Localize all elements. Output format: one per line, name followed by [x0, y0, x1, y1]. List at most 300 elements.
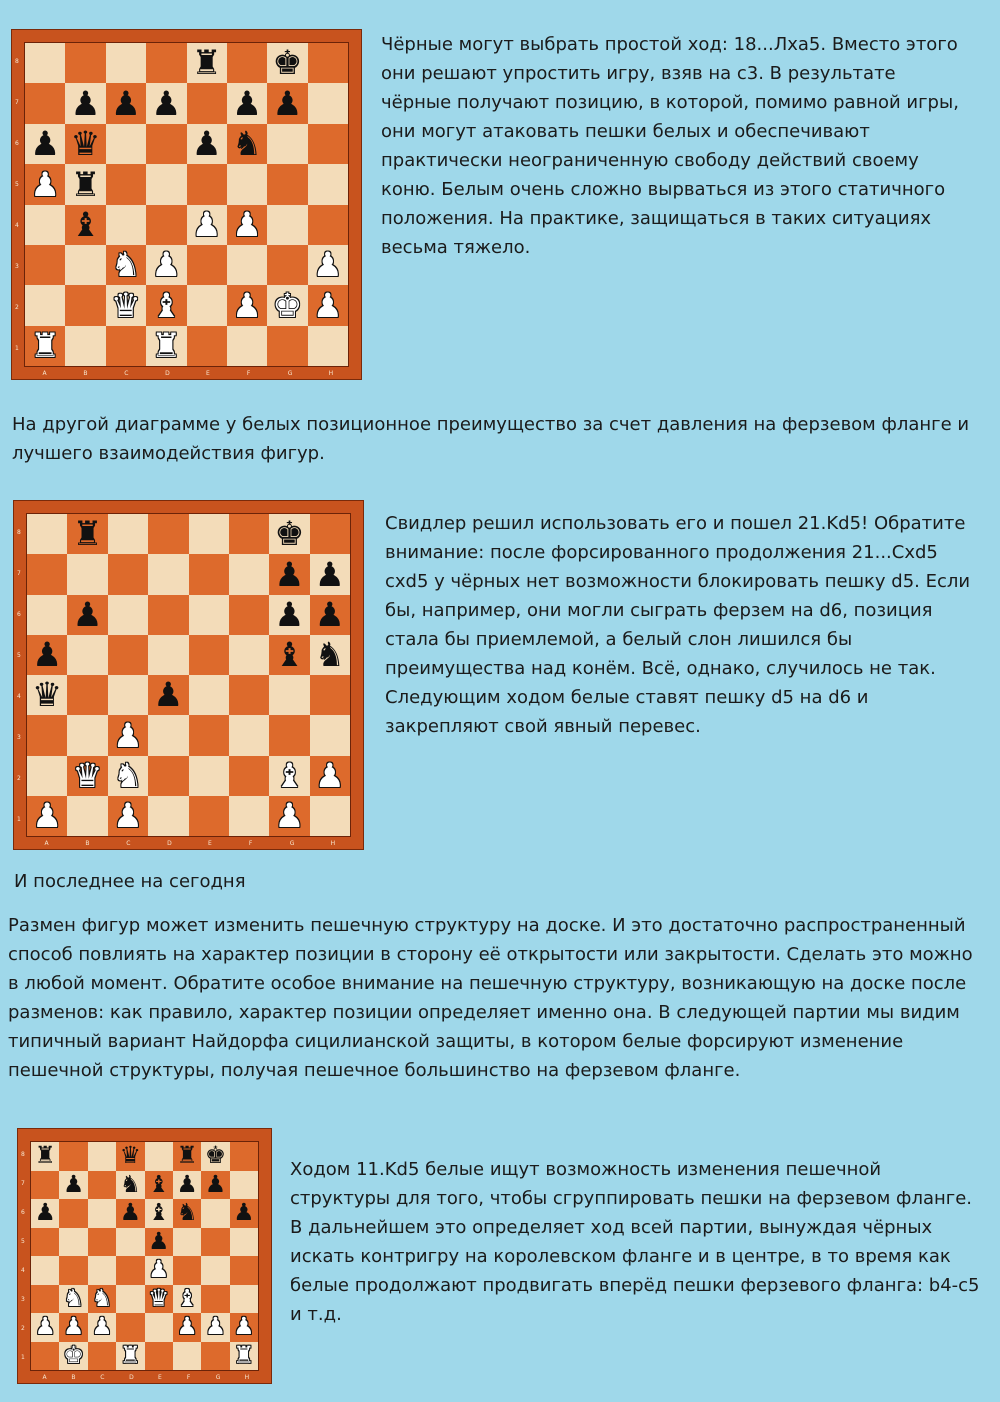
white-pawn-icon: ♟: [312, 245, 343, 285]
square-h2: [310, 756, 350, 796]
square-h1: [310, 796, 350, 836]
white-pawn-icon: ♟: [112, 796, 143, 836]
square-h6: [230, 1199, 258, 1228]
square-f2: [229, 756, 269, 796]
rank-label: 8: [15, 58, 19, 66]
square-e5: [145, 1228, 173, 1257]
square-d5: [148, 635, 188, 675]
black-queen-icon: ♛: [70, 124, 101, 164]
square-h4: [310, 675, 350, 715]
square-g5: [269, 635, 309, 675]
rank-label: 7: [17, 570, 21, 578]
white-pawn-icon: ♟: [112, 715, 143, 755]
square-f1: [173, 1342, 201, 1371]
black-bishop-icon: ♝: [148, 1199, 170, 1227]
square-e4: [145, 1256, 173, 1285]
black-bishop-icon: ♝: [274, 635, 305, 675]
square-a3: [25, 245, 65, 285]
black-rook-icon: ♜: [70, 164, 101, 204]
square-b5: [65, 164, 105, 204]
rank-label: 2: [17, 774, 21, 782]
square-b3: [65, 245, 105, 285]
black-rook-icon: ♜: [34, 1142, 56, 1170]
file-label: D: [167, 840, 172, 847]
square-a1: [27, 796, 67, 836]
square-g7: [269, 554, 309, 594]
square-a1: [25, 326, 65, 366]
black-pawn-icon: ♟: [314, 594, 345, 634]
square-c4: [106, 205, 146, 245]
square-h2: [230, 1313, 258, 1342]
rank-label: 6: [17, 611, 21, 619]
square-a1: [31, 1342, 59, 1371]
square-h5: [308, 164, 348, 204]
square-b6: [67, 595, 107, 635]
square-b1: [67, 796, 107, 836]
square-g3: [201, 1285, 229, 1314]
white-pawn-icon: ♟: [91, 1313, 113, 1341]
square-d2: [148, 756, 188, 796]
square-a4: [27, 675, 67, 715]
square-e3: [187, 245, 227, 285]
square-h8: [230, 1142, 258, 1171]
square-e8: [145, 1142, 173, 1171]
white-bishop-icon: ♝: [274, 755, 305, 795]
black-bishop-icon: ♝: [70, 204, 101, 244]
paragraph-pawn-structure: Размен фигур может изменить пешечную структуру на доске. И это достаточно распространенный способ повлиять на характер позиции в сторону её открытости или закрытости. Сделать это можно в любой момент. Обратите особое внимание на пешечную структуру, возникающую на доске после разменов: как правило, характер позиции определяет именно она. В следующей партии мы видим типичный вариант Найдорфа сицилианской защиты, в котором белые форсируют изменение пешечной структуры, получая пешечное большинство на ферзевом фланге.: [8, 915, 973, 1081]
diagram-1-commentary: Чёрные могут выбрать простой ход: 18...Лха5. Вместо этого они решают упростить игру, взяв на с3. В результате чёрные получают позицию, в которой, помимо равной игры, они могут атаковать пешки белых и обеспечивают практически неограниченную свободу действий своему коню. Белым очень сложно вырваться из этого статичного положения. На практике, защищаться в таких ситуациях весьма тяжело.: [381, 34, 959, 258]
square-f6: [227, 124, 267, 164]
rank-label: 8: [17, 529, 21, 537]
square-c1: [108, 796, 148, 836]
square-b6: [59, 1199, 87, 1228]
square-f5: [229, 635, 269, 675]
file-label: E: [207, 840, 212, 847]
square-f3: [229, 715, 269, 755]
black-pawn-icon: ♟: [233, 1199, 255, 1227]
square-c6: [88, 1199, 116, 1228]
square-d1: [148, 796, 188, 836]
white-king-icon: ♚: [62, 1341, 85, 1369]
square-d8: [148, 514, 188, 554]
file-label: B: [71, 1374, 76, 1381]
rank-label: 7: [15, 99, 19, 107]
square-e3: [189, 715, 229, 755]
white-bishop-icon: ♝: [151, 285, 182, 325]
rank-label: 2: [21, 1324, 25, 1332]
square-e7: [189, 554, 229, 594]
square-h1: [230, 1342, 258, 1371]
white-pawn-icon: ♟: [34, 1313, 56, 1341]
square-a2: [25, 285, 65, 325]
rank-label: 7: [21, 1180, 25, 1188]
square-f8: [227, 43, 267, 83]
chess-diagram-1: [11, 29, 362, 380]
square-a2: [27, 756, 67, 796]
square-b5: [67, 635, 107, 675]
square-g4: [201, 1256, 229, 1285]
file-label: H: [244, 1374, 250, 1381]
square-b1: [59, 1342, 87, 1371]
square-c2: [106, 285, 146, 325]
square-g7: [201, 1171, 229, 1200]
square-a5: [27, 635, 67, 675]
white-rook-icon: ♜: [119, 1341, 141, 1369]
black-pawn-icon: ♟: [70, 83, 101, 123]
square-c4: [108, 675, 148, 715]
square-e5: [187, 164, 227, 204]
square-g6: [201, 1199, 229, 1228]
black-pawn-icon: ♟: [72, 594, 103, 634]
square-c4: [88, 1256, 116, 1285]
square-h8: [310, 514, 350, 554]
rank-label: 1: [15, 344, 19, 352]
square-f7: [173, 1171, 201, 1200]
square-d8: [116, 1142, 144, 1171]
square-a7: [25, 83, 65, 123]
square-e4: [189, 675, 229, 715]
black-knight-icon: ♞: [232, 124, 263, 164]
rank-label: 3: [21, 1295, 25, 1303]
square-b8: [67, 514, 107, 554]
black-king-icon: ♚: [272, 43, 303, 83]
square-b3: [59, 1285, 87, 1314]
file-label: G: [287, 370, 293, 377]
square-e5: [189, 635, 229, 675]
square-d7: [148, 554, 188, 594]
square-e2: [187, 285, 227, 325]
white-knight-icon: ♞: [91, 1284, 113, 1312]
square-g1: [201, 1342, 229, 1371]
white-pawn-icon: ♟: [148, 1256, 170, 1284]
black-knight-icon: ♞: [119, 1170, 141, 1198]
square-h5: [230, 1228, 258, 1257]
square-c5: [88, 1228, 116, 1257]
square-f5: [227, 164, 267, 204]
square-h7: [310, 554, 350, 594]
file-label: C: [126, 840, 131, 847]
white-rook-icon: ♜: [30, 326, 61, 366]
rank-label: 2: [15, 303, 19, 311]
square-a6: [31, 1199, 59, 1228]
black-pawn-icon: ♟: [274, 554, 305, 594]
square-d3: [116, 1285, 144, 1314]
square-d5: [146, 164, 186, 204]
white-pawn-icon: ♟: [62, 1313, 85, 1341]
square-b1: [65, 326, 105, 366]
square-e6: [145, 1199, 173, 1228]
board-grid: [24, 42, 349, 367]
square-e2: [189, 756, 229, 796]
square-f8: [229, 514, 269, 554]
white-pawn-icon: ♟: [204, 1313, 227, 1341]
file-label: F: [186, 1374, 191, 1381]
black-pawn-icon: ♟: [34, 1199, 56, 1227]
file-label: H: [328, 370, 334, 377]
square-d3: [148, 715, 188, 755]
square-e4: [187, 205, 227, 245]
square-d7: [146, 83, 186, 123]
square-h6: [308, 124, 348, 164]
square-c8: [88, 1142, 116, 1171]
white-knight-icon: ♞: [110, 245, 141, 285]
square-g5: [267, 164, 307, 204]
square-d4: [146, 205, 186, 245]
square-f3: [227, 245, 267, 285]
white-bishop-icon: ♝: [176, 1284, 198, 1312]
black-pawn-icon: ♟: [151, 83, 182, 123]
square-e8: [189, 514, 229, 554]
white-knight-icon: ♞: [62, 1284, 85, 1312]
black-king-icon: ♚: [204, 1142, 227, 1170]
square-f8: [173, 1142, 201, 1171]
square-b7: [67, 554, 107, 594]
file-label: B: [83, 370, 88, 377]
square-d7: [116, 1171, 144, 1200]
square-a8: [25, 43, 65, 83]
square-d6: [116, 1199, 144, 1228]
square-g3: [269, 715, 309, 755]
black-queen-icon: ♛: [119, 1142, 141, 1170]
white-pawn-icon: ♟: [191, 204, 222, 244]
square-g2: [269, 756, 309, 796]
square-h1: [308, 326, 348, 366]
square-a4: [25, 205, 65, 245]
rank-label: 3: [15, 262, 19, 270]
black-pawn-icon: ♟: [272, 83, 303, 123]
white-pawn-icon: ♟: [32, 796, 63, 836]
rank-label: 4: [17, 692, 21, 700]
square-f6: [229, 595, 269, 635]
square-g2: [267, 285, 307, 325]
file-label: E: [205, 370, 210, 377]
file-label: D: [165, 370, 170, 377]
square-d3: [146, 245, 186, 285]
square-e1: [187, 326, 227, 366]
square-f2: [227, 285, 267, 325]
white-pawn-icon: ♟: [176, 1313, 198, 1341]
file-label: G: [289, 840, 295, 847]
black-pawn-icon: ♟: [110, 83, 141, 123]
file-label: C: [124, 370, 129, 377]
square-e2: [145, 1313, 173, 1342]
file-label: G: [215, 1374, 221, 1381]
square-b2: [67, 756, 107, 796]
square-a5: [25, 164, 65, 204]
square-a6: [25, 124, 65, 164]
square-c7: [106, 83, 146, 123]
file-label: E: [157, 1374, 162, 1381]
square-f4: [173, 1256, 201, 1285]
square-c6: [106, 124, 146, 164]
square-c2: [88, 1313, 116, 1342]
square-f2: [173, 1313, 201, 1342]
square-e6: [187, 124, 227, 164]
square-b4: [65, 205, 105, 245]
square-f1: [227, 326, 267, 366]
square-d2: [116, 1313, 144, 1342]
black-pawn-icon: ♟: [32, 635, 63, 675]
file-label: C: [100, 1374, 105, 1381]
white-knight-icon: ♞: [112, 755, 143, 795]
black-rook-icon: ♜: [72, 514, 103, 554]
square-b4: [59, 1256, 87, 1285]
black-pawn-icon: ♟: [153, 675, 184, 715]
white-pawn-icon: ♟: [151, 245, 182, 285]
square-b4: [67, 675, 107, 715]
white-pawn-icon: ♟: [233, 1313, 255, 1341]
rank-label: 5: [15, 181, 19, 189]
white-queen-icon: ♛: [148, 1284, 170, 1312]
black-pawn-icon: ♟: [314, 554, 345, 594]
square-d4: [148, 675, 188, 715]
square-g1: [267, 326, 307, 366]
rank-label: 5: [21, 1238, 25, 1246]
chess-diagram-3: [17, 1128, 272, 1384]
square-c3: [88, 1285, 116, 1314]
square-g5: [201, 1228, 229, 1257]
black-knight-icon: ♞: [314, 635, 345, 675]
rank-label: 5: [17, 652, 21, 660]
square-g3: [267, 245, 307, 285]
rank-label: 4: [15, 221, 19, 229]
white-pawn-icon: ♟: [232, 285, 263, 325]
square-b2: [59, 1313, 87, 1342]
square-g6: [267, 124, 307, 164]
rank-label: 1: [17, 815, 21, 823]
black-rook-icon: ♜: [176, 1142, 198, 1170]
diagram-2-commentary: Свидлер решил использовать его и пошел 21.Kd5! Обратите внимание: после форсированного продолжения 21...Cxd5 cxd5 у чёрных нет возможности блокировать пешку d5. Если бы, например, они могли сыграть ферзем на d6, позиция стала бы приемлемой, а белый слон лишился бы преимущества над конём. Всё, однако, случилось не так. Следующим ходом белые ставят пешку d5 на d6 и закрепляют свой явный перевес.: [385, 513, 971, 737]
black-queen-icon: ♛: [32, 675, 63, 715]
black-pawn-icon: ♟: [191, 124, 222, 164]
rank-label: 3: [17, 733, 21, 741]
square-e1: [189, 796, 229, 836]
square-b8: [59, 1142, 87, 1171]
square-f4: [229, 675, 269, 715]
square-a8: [31, 1142, 59, 1171]
square-e1: [145, 1342, 173, 1371]
square-f7: [227, 83, 267, 123]
black-pawn-icon: ♟: [232, 83, 263, 123]
rank-label: 8: [21, 1151, 25, 1159]
square-a6: [27, 595, 67, 635]
rank-label: 6: [21, 1209, 25, 1217]
square-b6: [65, 124, 105, 164]
square-g8: [269, 514, 309, 554]
square-g6: [269, 595, 309, 635]
square-c1: [106, 326, 146, 366]
square-h4: [230, 1256, 258, 1285]
square-d5: [116, 1228, 144, 1257]
square-h3: [308, 245, 348, 285]
black-pawn-icon: ♟: [62, 1170, 85, 1198]
chess-diagram-2: [13, 500, 364, 850]
square-d1: [116, 1342, 144, 1371]
square-h3: [310, 715, 350, 755]
square-f1: [229, 796, 269, 836]
white-pawn-icon: ♟: [312, 285, 343, 325]
rank-label: 4: [21, 1266, 25, 1274]
white-pawn-icon: ♟: [232, 204, 263, 244]
board-grid: [30, 1141, 259, 1371]
white-rook-icon: ♜: [233, 1341, 255, 1369]
square-f4: [227, 205, 267, 245]
square-b7: [65, 83, 105, 123]
square-c2: [108, 756, 148, 796]
square-e8: [187, 43, 227, 83]
file-label: A: [42, 1374, 47, 1381]
square-f5: [173, 1228, 201, 1257]
square-b7: [59, 1171, 87, 1200]
square-d4: [116, 1256, 144, 1285]
file-label: F: [246, 370, 251, 377]
square-a3: [31, 1285, 59, 1314]
file-label: F: [248, 840, 253, 847]
square-e3: [145, 1285, 173, 1314]
square-e7: [145, 1171, 173, 1200]
square-h8: [308, 43, 348, 83]
black-pawn-icon: ♟: [274, 594, 305, 634]
square-h6: [310, 595, 350, 635]
square-g8: [267, 43, 307, 83]
file-label: A: [44, 840, 49, 847]
board-grid: [26, 513, 351, 837]
square-g7: [267, 83, 307, 123]
square-g1: [269, 796, 309, 836]
square-c3: [108, 715, 148, 755]
black-pawn-icon: ♟: [176, 1170, 198, 1198]
paragraph-last-for-today: И последнее на сегодня: [14, 871, 246, 892]
white-king-icon: ♚: [272, 285, 303, 325]
square-c5: [108, 635, 148, 675]
square-h4: [308, 205, 348, 245]
square-a3: [27, 715, 67, 755]
square-c6: [108, 595, 148, 635]
square-f6: [173, 1199, 201, 1228]
white-queen-icon: ♛: [72, 755, 103, 795]
white-pawn-icon: ♟: [314, 755, 345, 795]
square-f7: [229, 554, 269, 594]
square-b3: [67, 715, 107, 755]
square-c7: [108, 554, 148, 594]
square-h5: [310, 635, 350, 675]
square-a5: [31, 1228, 59, 1257]
square-h2: [308, 285, 348, 325]
square-h7: [230, 1171, 258, 1200]
square-c7: [88, 1171, 116, 1200]
file-label: D: [129, 1374, 134, 1381]
square-f3: [173, 1285, 201, 1314]
square-h7: [308, 83, 348, 123]
square-e6: [189, 595, 229, 635]
square-b5: [59, 1228, 87, 1257]
black-pawn-icon: ♟: [119, 1199, 141, 1227]
black-knight-icon: ♞: [176, 1199, 198, 1227]
square-c3: [106, 245, 146, 285]
file-label: A: [42, 370, 47, 377]
square-d2: [146, 285, 186, 325]
square-c5: [106, 164, 146, 204]
square-b2: [65, 285, 105, 325]
square-a2: [31, 1313, 59, 1342]
square-g4: [267, 205, 307, 245]
square-b8: [65, 43, 105, 83]
black-rook-icon: ♜: [191, 43, 222, 83]
square-c8: [106, 43, 146, 83]
square-g2: [201, 1313, 229, 1342]
diagram-3-commentary: Ходом 11.Kd5 белые ищут возможность изменения пешечной структуры для того, чтобы сгруппировать пешки на ферзевом фланге. В дальнейшем это определяет ход всей партии, вынуждая чёрных искать контригру на королевском фланге и в центре, в то время как белые продолжают продвигать вперёд пешки ферзевого фланга: b4-c5 и т.д.: [290, 1159, 980, 1325]
square-d1: [146, 326, 186, 366]
